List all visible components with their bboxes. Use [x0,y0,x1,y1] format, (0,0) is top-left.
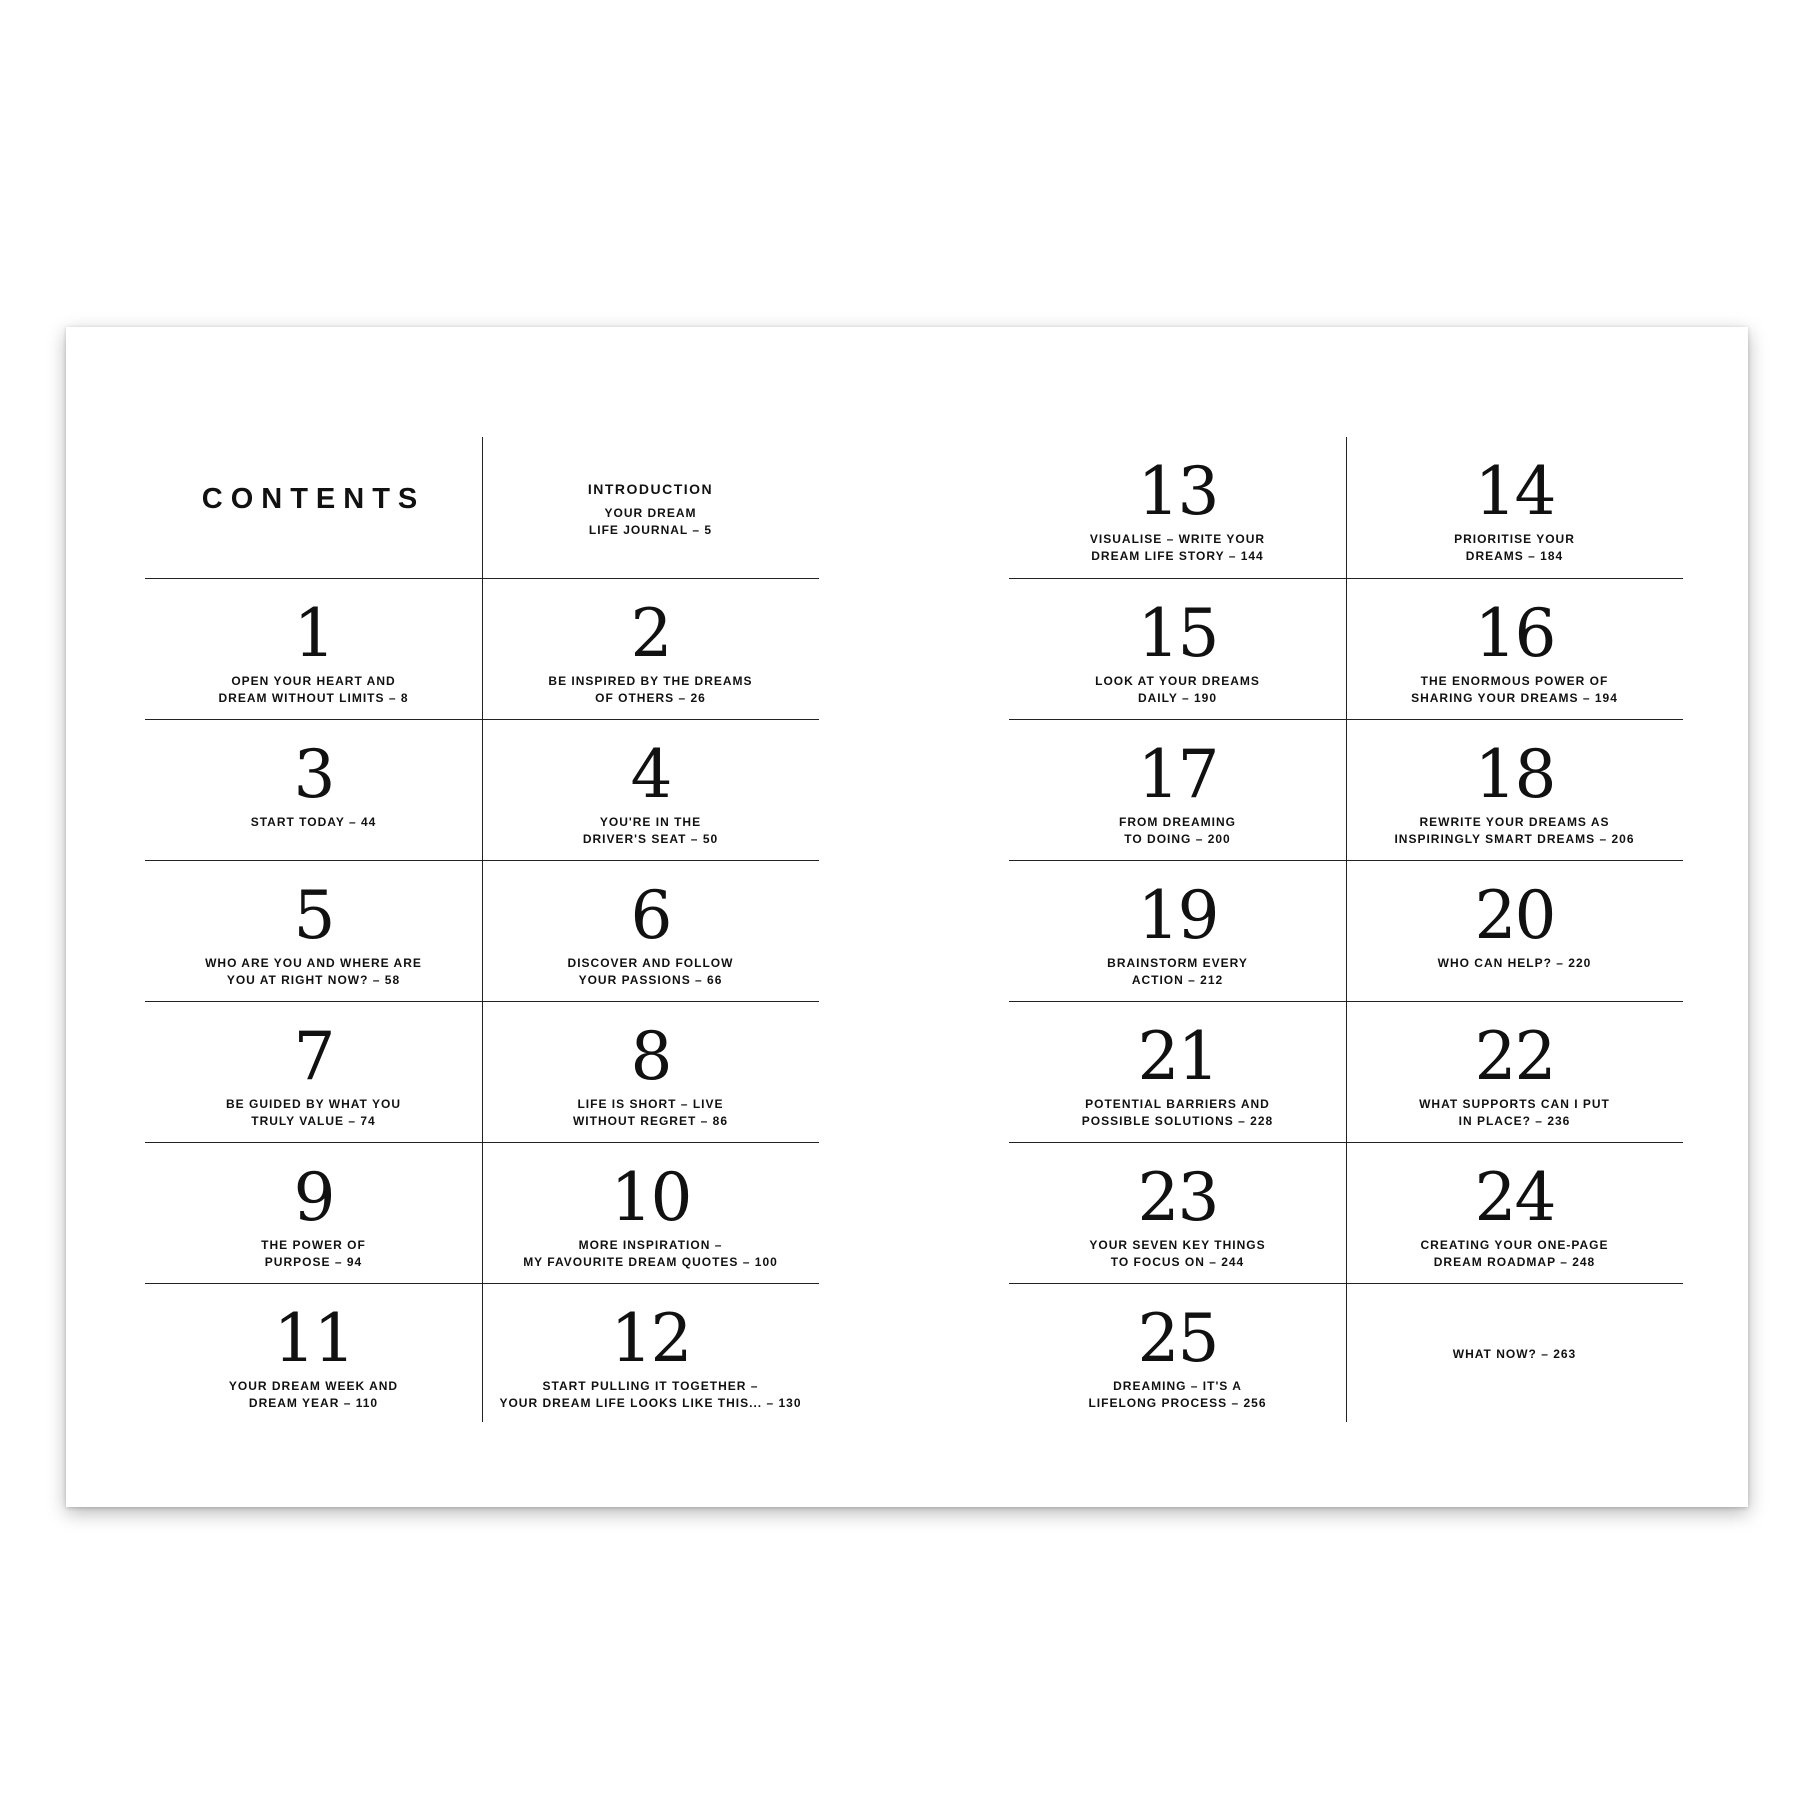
chapter-number: 23 [1137,1159,1218,1236]
chapter-number: 13 [1137,453,1218,530]
chapter-entry[interactable] [145,1284,482,1425]
contents-row [145,437,819,578]
chapter-entry[interactable] [1009,1284,1346,1425]
chapter-entry[interactable] [1009,1143,1346,1284]
contents-row [1009,719,1683,861]
chapter-number: 14 [1474,453,1555,530]
contents-row [1009,1001,1683,1143]
chapter-number: 25 [1137,1300,1218,1377]
right-page [1009,437,1683,1422]
chapter-title: DREAMING – IT'S A LIFELONG PROCESS – 256 [1088,1379,1267,1410]
chapter-entry[interactable] [482,720,819,861]
chapter-entry[interactable] [145,720,482,861]
chapter-title: PRIORITISE YOUR DREAMS – 184 [1454,532,1575,563]
contents-heading: CONTENTS [201,483,426,515]
chapter-number: 19 [1137,877,1218,954]
chapter-number: 2 [630,595,671,672]
chapter-number: 16 [1474,595,1555,672]
chapter-title: BRAINSTORM EVERY ACTION – 212 [1107,956,1248,987]
chapter-entry[interactable] [482,1143,819,1284]
chapter-entry[interactable] [1346,1143,1683,1284]
chapter-entry[interactable] [482,1284,819,1425]
introduction-title: YOUR DREAM LIFE JOURNAL – 5 [588,506,713,537]
introduction-label: INTRODUCTION [587,481,714,497]
left-contents-grid [145,437,819,1422]
chapter-entry[interactable] [145,579,482,720]
chapter-number: 8 [630,1018,671,1095]
chapter-number: 4 [630,736,671,813]
chapter-entry[interactable] [482,1002,819,1143]
chapter-entry[interactable] [1009,1002,1346,1143]
chapter-number: 22 [1474,1018,1555,1095]
chapter-title: OPEN YOUR HEART AND DREAM WITHOUT LIMITS – 8 [218,674,409,705]
introduction-entry[interactable] [482,437,819,578]
chapter-entry[interactable] [145,1002,482,1143]
contents-row [1009,860,1683,1002]
chapter-title: WHO CAN HELP? – 220 [1437,956,1592,970]
chapter-title: WHO ARE YOU AND WHERE ARE YOU AT RIGHT NOW? – 58 [205,956,422,987]
chapter-title: THE POWER OF PURPOSE – 94 [261,1238,366,1269]
chapter-entry[interactable] [1009,861,1346,1002]
chapter-title: START TODAY – 44 [250,815,377,829]
chapter-title: MORE INSPIRATION – MY FAVOURITE DREAM QUOTES – 100 [523,1238,778,1269]
contents-row [1009,1283,1683,1425]
left-page [145,437,819,1422]
chapter-number: 1 [293,595,334,672]
chapter-entry[interactable] [1346,720,1683,861]
chapter-number: 10 [610,1159,691,1236]
chapter-number: 9 [293,1159,334,1236]
chapter-title: YOUR SEVEN KEY THINGS TO FOCUS ON – 244 [1089,1238,1266,1269]
chapter-number: 17 [1137,736,1218,813]
chapter-title: LOOK AT YOUR DREAMS DAILY – 190 [1095,674,1260,705]
chapter-title: YOU'RE IN THE DRIVER'S SEAT – 50 [582,815,719,846]
contents-row [145,1283,819,1425]
what-now-entry[interactable] [1346,1284,1683,1425]
chapter-title: WHAT SUPPORTS CAN I PUT IN PLACE? – 236 [1419,1097,1610,1128]
chapter-title: BE INSPIRED BY THE DREAMS OF OTHERS – 26 [548,674,753,705]
chapter-title: REWRITE YOUR DREAMS AS INSPIRINGLY SMART DREAMS – 206 [1394,815,1635,846]
contents-row [1009,578,1683,720]
contents-row [1009,437,1683,578]
chapter-number: 24 [1474,1159,1555,1236]
chapter-title: CREATING YOUR ONE-PAGE DREAM ROADMAP – 248 [1420,1238,1609,1269]
contents-row [145,578,819,720]
chapter-entry[interactable] [1009,720,1346,861]
chapter-number: 5 [293,877,334,954]
chapter-entry[interactable] [1346,861,1683,1002]
chapter-entry[interactable] [1009,579,1346,720]
chapter-title: VISUALISE – WRITE YOUR DREAM LIFE STORY – 144 [1089,532,1266,563]
chapter-title: DISCOVER AND FOLLOW YOUR PASSIONS – 66 [567,956,734,987]
chapter-entry[interactable] [1346,579,1683,720]
chapter-entry[interactable] [1346,437,1683,578]
chapter-entry[interactable] [145,861,482,1002]
chapter-number: 6 [630,877,671,954]
what-now-title: WHAT NOW? – 263 [1452,1347,1577,1361]
chapter-title: YOUR DREAM WEEK AND DREAM YEAR – 110 [228,1379,399,1410]
contents-row [1009,1142,1683,1284]
chapter-title: THE ENORMOUS POWER OF SHARING YOUR DREAMS – 194 [1411,674,1618,705]
contents-row [145,860,819,1002]
contents-row [145,719,819,861]
chapter-title: FROM DREAMING TO DOING – 200 [1119,815,1236,846]
contents-heading-cell [145,437,482,578]
chapter-entry[interactable] [482,861,819,1002]
chapter-title: START PULLING IT TOGETHER – YOUR DREAM LIFE LOOKS LIKE THIS... – 130 [499,1379,802,1410]
chapter-number: 7 [293,1018,334,1095]
chapter-entry[interactable] [482,579,819,720]
right-contents-grid [1009,437,1683,1422]
chapter-entry[interactable] [1009,437,1346,578]
chapter-number: 15 [1137,595,1218,672]
chapter-number: 18 [1474,736,1555,813]
chapter-entry[interactable] [145,1143,482,1284]
chapter-number: 3 [293,736,334,813]
chapter-number: 11 [273,1300,354,1377]
chapter-title: POTENTIAL BARRIERS AND POSSIBLE SOLUTIONS – 228 [1081,1097,1274,1128]
contents-row [145,1001,819,1143]
chapter-number: 12 [610,1300,691,1377]
chapter-title: BE GUIDED BY WHAT YOU TRULY VALUE – 74 [225,1097,401,1128]
contents-row [145,1142,819,1284]
chapter-entry[interactable] [1346,1002,1683,1143]
chapter-title: LIFE IS SHORT – LIVE WITHOUT REGRET – 86 [572,1097,728,1128]
chapter-number: 21 [1137,1018,1218,1095]
contents-spread [66,327,1748,1507]
chapter-number: 20 [1474,877,1555,954]
